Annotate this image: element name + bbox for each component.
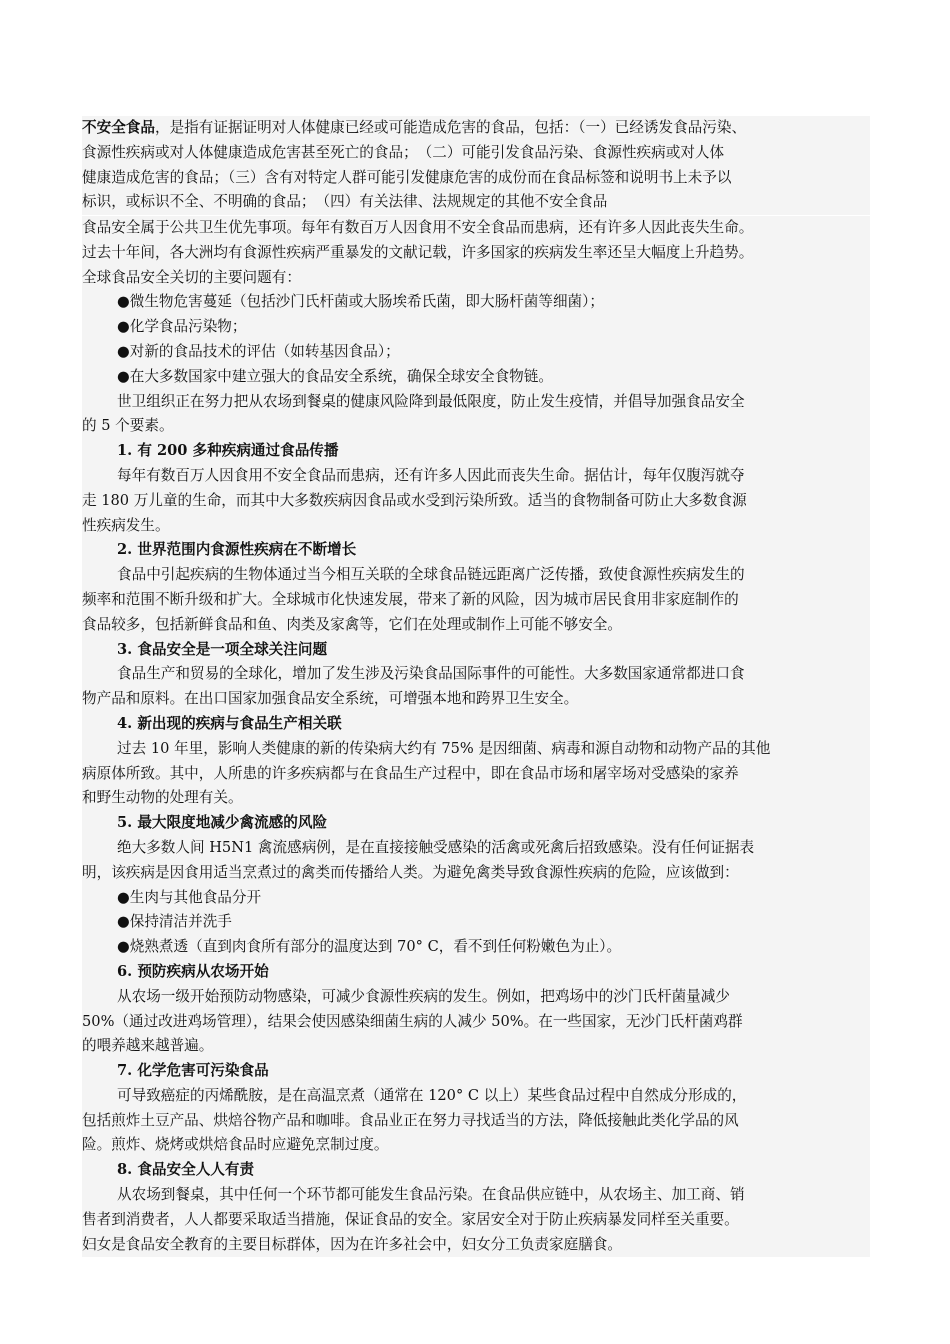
section-7-line: 包括煎炸土豆产品、烘焙谷物产品和咖啡。食品业正在努力寻找适当的方法，降低接触此类化学品的风: [82, 1111, 739, 1129]
bullet-item: ●对新的食品技术的评估（如转基因食品）；: [117, 342, 400, 360]
unsafe-food-term: 不安全食品: [82, 119, 155, 136]
section-2-line: 频率和范围不断升级和扩大。全球城市化快速发展，带来了新的风险，因为城市居民食用非家庭制作的: [82, 590, 739, 608]
bullet-item: ●化学食品污染物；: [117, 318, 247, 336]
section-8-heading: 8. 食品安全人人有责: [117, 1161, 255, 1179]
section-2-line: 食品较多，包括新鲜食品和鱼、肉类及家禽等，它们在处理或制作上可能不够安全。: [82, 615, 622, 633]
section-8-line: 售者到消费者，人人都要采取适当措施，保证食品的安全。家居安全对于防止疾病暴发同样至关重要。: [82, 1210, 739, 1228]
section-7-line: 可导致癌症的丙烯酰胺，是在高温烹煮（通常在 120° C 以上）某些食品过程中自然成分形成的，: [117, 1086, 747, 1104]
section-8-line: 妇女是食品安全教育的主要目标群体，因为在许多社会中，妇女分工负责家庭膳食。: [82, 1235, 622, 1253]
bullet-item: ●生肉与其他食品分开: [117, 888, 262, 906]
section-1-line: 性疾病发生。: [82, 516, 170, 534]
section-7-line: 险。煎炸、烧烤或烘焙食品时应避免烹制过度。: [82, 1136, 389, 1154]
section-3-heading: 3. 食品安全是一项全球关注问题: [117, 640, 328, 658]
section-4-line: 和野生动物的处理有关。: [82, 789, 243, 807]
section-4-line: 过去 10 年里，影响人类健康的新的传染病大约有 75% 是因细菌、病毒和源自动物和动物产品的其他: [117, 739, 771, 757]
section-6-heading: 6. 预防疾病从农场开始: [117, 962, 269, 980]
article-body: [82, 216, 870, 1257]
who-paragraph-line: 的 5 个要素。: [82, 417, 174, 435]
section-6-line: 的喂养越来越普遍。: [82, 1037, 214, 1055]
section-4-line: 病原体所致。其中，人所患的许多疾病都与在食品生产过程中，即在食品市场和屠宰场对受感染的家养: [82, 764, 739, 782]
section-6-line: 50%（通过改进鸡场管理），结果会使因感染细菌生病的人减少 50%。在一些国家，无沙门氏杆菌鸡群: [82, 1012, 743, 1030]
bullet-item: ●微生物危害蔓延（包括沙门氏杆菌或大肠埃希氏菌，即大肠杆菌等细菌）；: [117, 293, 605, 311]
overview-line: 过去十年间，各大洲均有食源性疾病严重暴发的文献记载，许多国家的疾病发生率还呈大幅度上升趋势。: [82, 243, 754, 261]
bullet-item: ●在大多数国家中建立强大的食品安全系统，确保全球安全食物链。: [117, 367, 553, 385]
section-1-line: 走 180 万儿童的生命，而其中大多数疾病因食品或水受到污染所致。适当的食物制备可防止大多数食源: [82, 491, 747, 509]
section-1-line: 每年有数百万人因食用不安全食品而患病，还有许多人因此而丧失生命。据估计，每年仅腹泻就夺: [117, 466, 745, 484]
section-8-line: 从农场到餐桌，其中任何一个环节都可能发生食品污染。在食品供应链中，从农场主、加工商、销: [117, 1186, 745, 1204]
section-3-line: 食品生产和贸易的全球化，增加了发生涉及污染食品国际事件的可能性。大多数国家通常都进口食: [117, 665, 745, 683]
definition-line-1: 不安全食品，是指有证据证明对人体健康已经或可能造成危害的食品，包括：（一）已经诱发食品污染、: [82, 119, 747, 136]
section-5-line: 绝大多数人间 H5N1 禽流感病例，是在直接接触受感染的活禽或死禽后招致感染。没有任何证据表: [117, 838, 755, 856]
section-5-heading: 5. 最大限度地减少禽流感的风险: [117, 814, 328, 832]
definition-line-4: 标识，或标识不全、不明确的食品； （四）有关法律、法规规定的其他不安全食品: [82, 193, 608, 211]
bullet-item: ●保持清洁并洗手: [117, 913, 232, 931]
section-3-line: 物产品和原料。在出口国家加强食品安全系统，可增强本地和跨界卫生安全。: [82, 690, 579, 708]
section-2-heading: 2. 世界范围内食源性疾病在不断增长: [117, 541, 357, 559]
section-4-heading: 4. 新出现的疾病与食品生产相关联: [117, 714, 342, 732]
definition-line-3: 健康造成危害的食品；（三）含有对特定人群可能引发健康危害的成份而在食品标签和说明书上未予以: [82, 168, 732, 186]
who-paragraph-line: 世卫组织正在努力把从农场到餐桌的健康风险降到最低限度，防止发生疫情，并倡导加强食品安全: [117, 392, 745, 410]
definition-line-2: 食源性疾病或对人体健康造成危害甚至死亡的食品； （二）可能引发食品污染、食源性疾病或对人体: [82, 143, 725, 161]
section-7-heading: 7. 化学危害可污染食品: [117, 1062, 269, 1080]
section-2-line: 食品中引起疾病的生物体通过当今相互关联的全球食品链远距离广泛传播，致使食源性疾病发生的: [117, 566, 745, 584]
bullet-item: ●烧熟煮透（直到肉食所有部分的温度达到 70° C，看不到任何粉嫩色为止）。: [117, 938, 622, 956]
section-5-line: 明，该疾病是因食用适当烹煮过的禽类而传播给人类。为避免禽类导致食源性疾病的危险，应该做到：: [82, 863, 739, 881]
definition-paragraph: [82, 116, 870, 215]
overview-line: 食品安全属于公共卫生优先事项。每年有数百万人因食用不安全食品而患病，还有许多人因此丧失生命。: [82, 219, 754, 236]
section-1-heading: 1. 有 200 多种疾病通过食品传播: [117, 442, 339, 460]
section-6-line: 从农场一级开始预防动物感染，可减少食源性疾病的发生。例如，把鸡场中的沙门氏杆菌量减少: [117, 987, 730, 1005]
overview-line: 全球食品安全关切的主要问题有：: [82, 268, 301, 286]
